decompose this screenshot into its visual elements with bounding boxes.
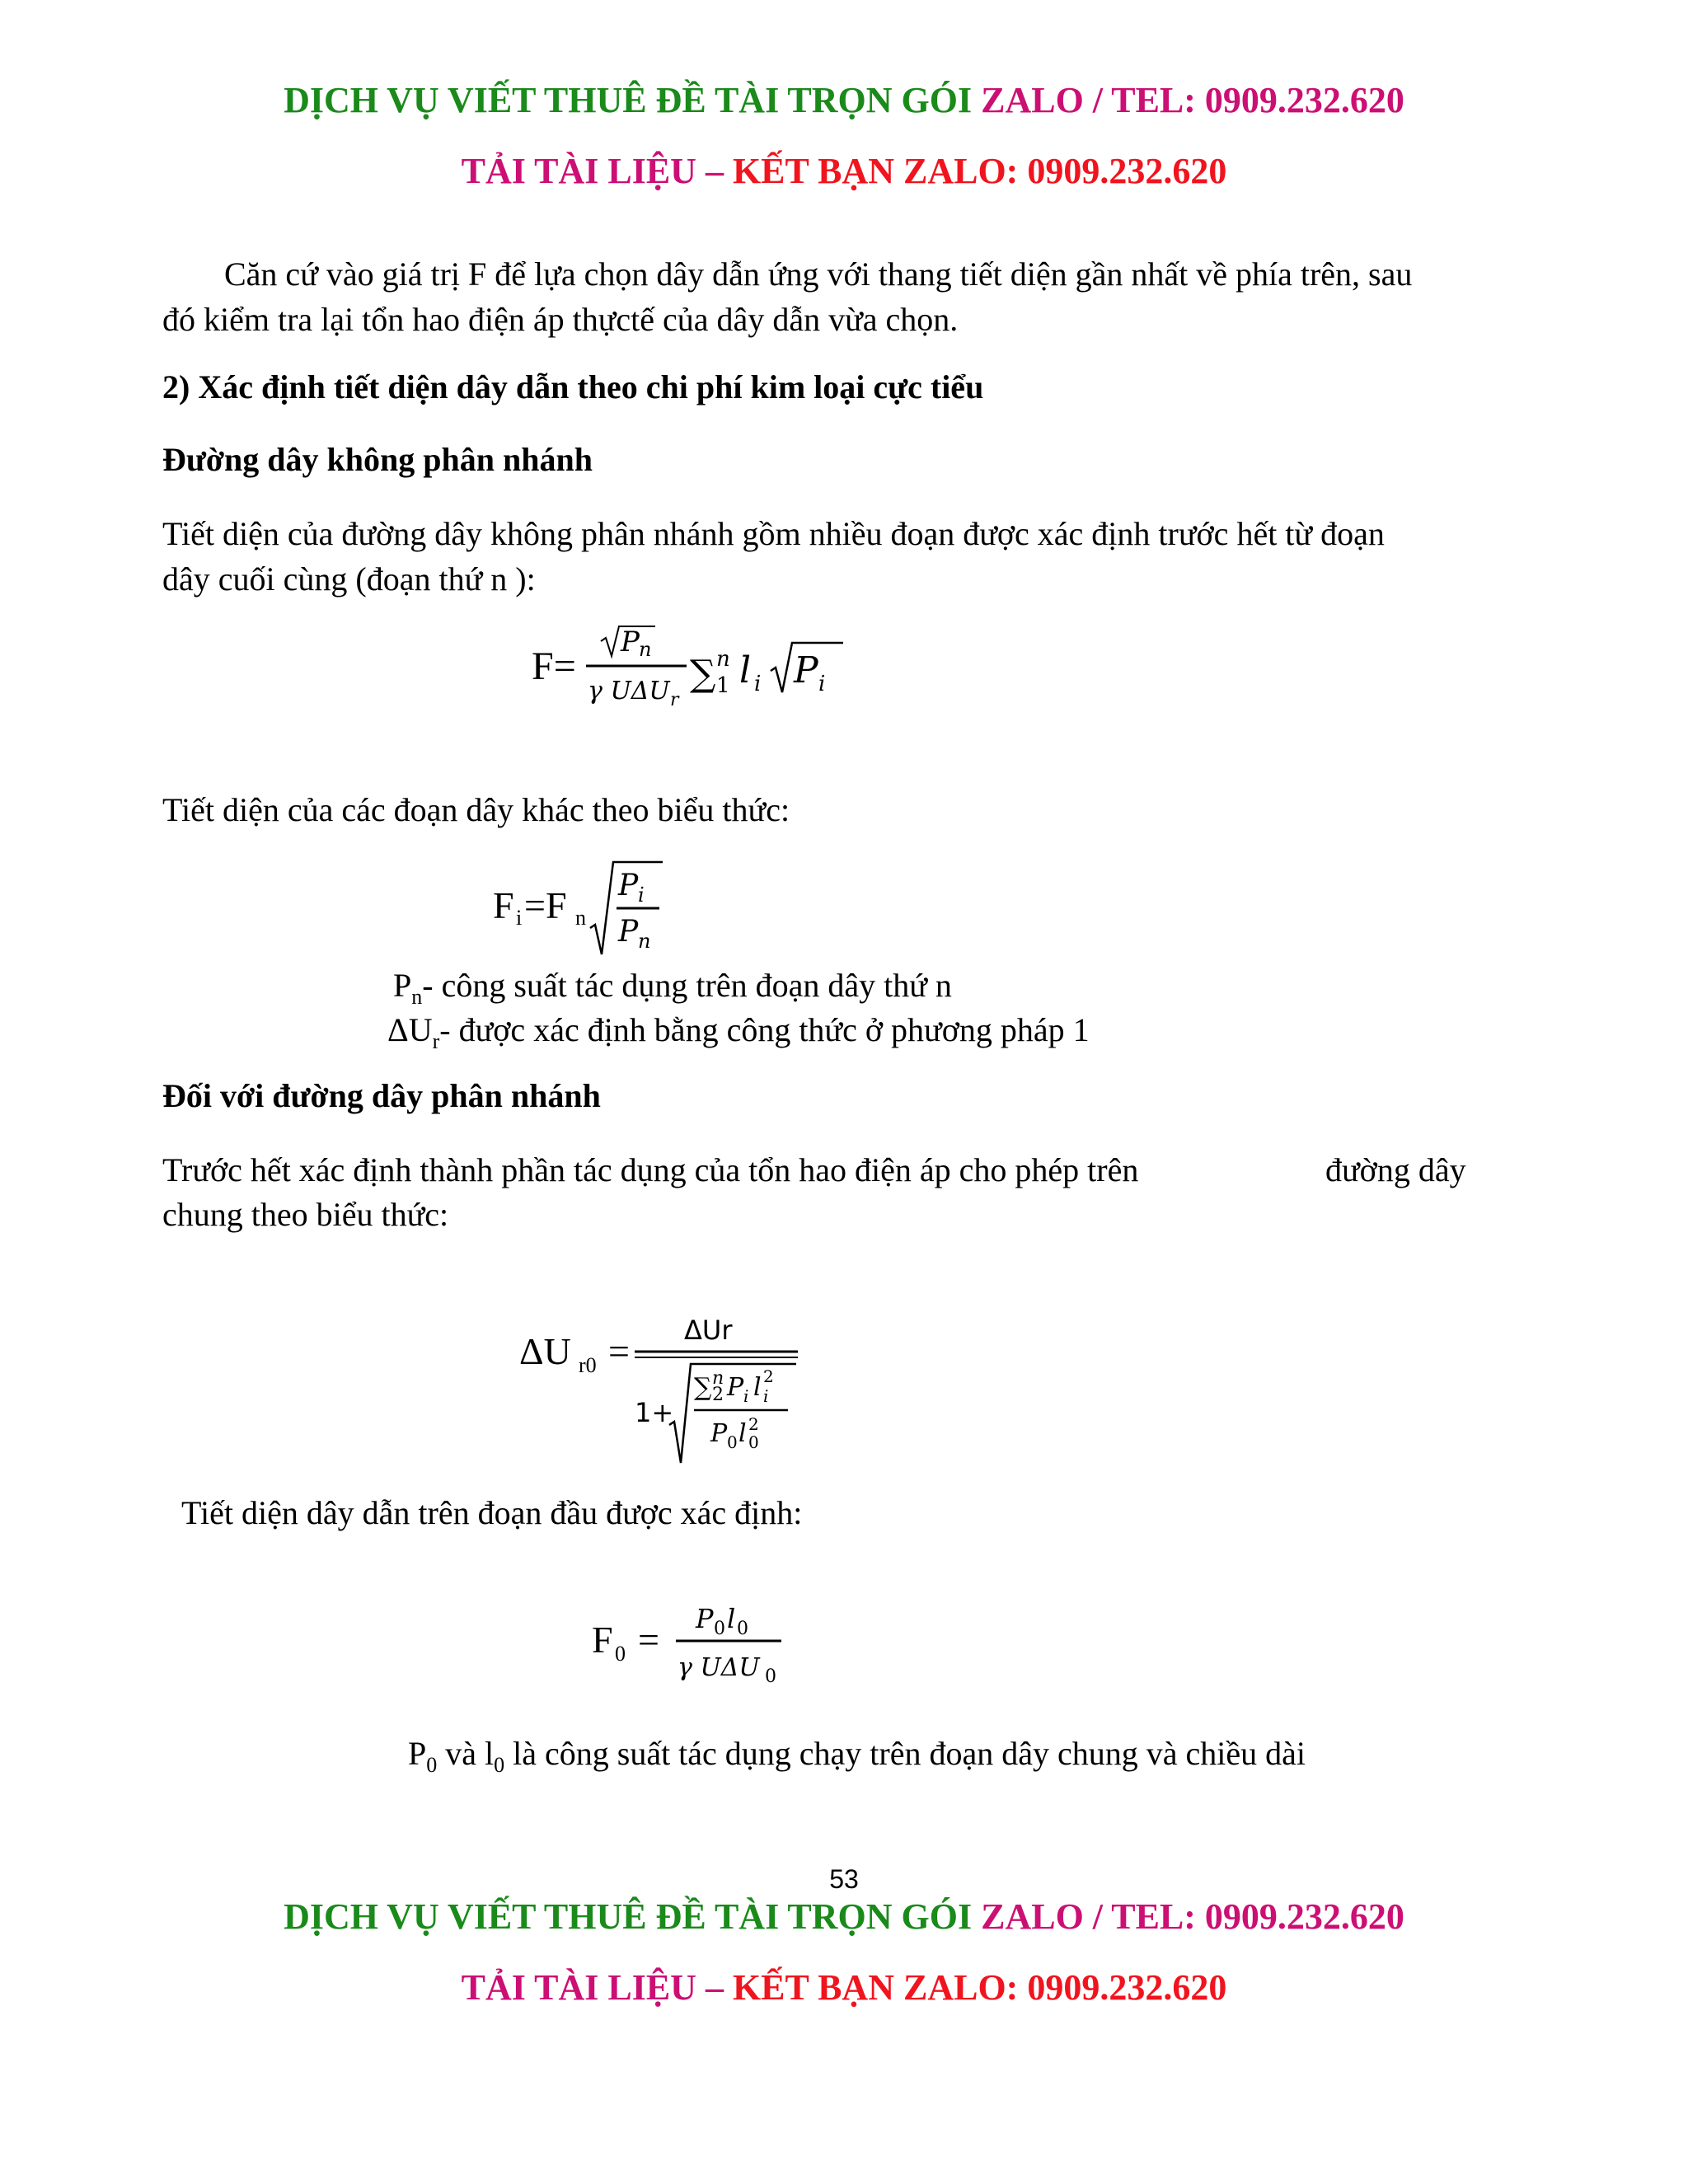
svg-text:l: l (739, 649, 752, 691)
header-download-text: TẢI TÀI LIỆU – (461, 151, 724, 191)
svg-text:F: F (592, 1619, 613, 1661)
svg-text:∑: ∑ (694, 1373, 712, 1402)
svg-text:2: 2 (763, 1366, 774, 1386)
svg-text:i: i (763, 1386, 769, 1406)
paragraph-4-line-1-tail: đường dây (1325, 1151, 1466, 1188)
svg-text:F=: F= (532, 644, 576, 688)
paragraph-5: Tiết diện dây dẫn trên đoạn đầu được xác định: (181, 1494, 803, 1531)
svg-text:ΔUr: ΔUr (684, 1315, 733, 1346)
svg-text:r: r (670, 690, 679, 710)
svg-text:n: n (575, 906, 586, 930)
paragraph-6: $P_0$ và $l_0$ là công suất tác dụng chạy trên đoạn dây chung và chiều dài (408, 1735, 1306, 1777)
svg-text:γ UΔU: γ UΔU (678, 1653, 760, 1682)
svg-text:l: l (738, 1419, 747, 1448)
note-pn: $P_n-$ công suất tác dụng trên đoạn dây thứ n (393, 967, 952, 1009)
svg-text:n: n (639, 638, 652, 661)
svg-text:n: n (712, 1368, 724, 1389)
note-delta-ur: $\Delta U_r-$ được xác định bằng công thức ở phương pháp 1 (387, 1011, 1090, 1053)
svg-text:i: i (818, 672, 826, 696)
svg-text:P: P (710, 1419, 728, 1448)
page-number: 53 (829, 1864, 859, 1894)
svg-text:=F: =F (524, 884, 567, 926)
svg-text:n: n (716, 647, 730, 672)
svg-text:F: F (493, 884, 514, 926)
paragraph-2-line-2: dây cuối cùng (đoạn thứ n ): (162, 560, 536, 598)
header-banner-line1 (0, 77, 1688, 124)
formula-f0 (592, 1595, 798, 1703)
svg-text:1+: 1+ (635, 1397, 674, 1428)
note-delta-ur-text: - được xác định bằng công thức ở phương pháp 1 (439, 1011, 1090, 1048)
svg-text:n: n (638, 930, 651, 953)
svg-text:0: 0 (737, 1619, 748, 1639)
svg-text:i: i (743, 1386, 749, 1406)
svg-text:P: P (618, 915, 639, 949)
header-zalo-text: KẾT BẠN ZALO: 0909.232.620 (732, 151, 1227, 191)
footer-zalo-text: KẾT BẠN ZALO: 0909.232.620 (732, 1967, 1227, 2008)
formula-f-svg (532, 620, 878, 723)
paragraph-1-line-2: đó kiểm tra lại tổn hao điện áp thựctế của dây dẫn vừa chọn. (162, 301, 959, 338)
svg-text:i: i (638, 883, 645, 907)
svg-text:l: l (727, 1603, 736, 1634)
svg-text:∑: ∑ (690, 653, 716, 695)
header-contact-text: ZALO / TEL: 0909.232.620 (981, 80, 1404, 120)
footer-contact-text: ZALO / TEL: 0909.232.620 (981, 1896, 1404, 1937)
subheading-unbranched-line: Đường dây không phân nhánh (162, 441, 593, 478)
svg-text:P: P (794, 649, 818, 691)
formula-f0-svg (592, 1595, 798, 1694)
footer-banner-line1 (0, 1894, 1688, 1940)
note-pn-text: - công suất tác dụng trên đoạn dây thứ n (422, 967, 952, 1004)
svg-text:P: P (696, 1603, 714, 1634)
svg-text:i: i (754, 672, 762, 696)
svg-text:=: = (608, 1330, 630, 1372)
svg-text:P: P (618, 869, 639, 902)
svg-text:1: 1 (716, 673, 730, 698)
footer-banner-line2 (0, 1965, 1688, 2011)
paragraph-2-line-1: Tiết diện của đường dây không phân nhánh gồm nhiều đoạn được xác định trước hết từ đoạn (162, 515, 1385, 552)
svg-text:0: 0 (714, 1619, 725, 1639)
formula-f-cross-section (532, 620, 878, 732)
svg-text:0: 0 (615, 1642, 626, 1666)
subheading-branched-line: Đối với đường dây phân nhánh (162, 1077, 601, 1114)
svg-text:2: 2 (712, 1385, 724, 1405)
svg-text:r0: r0 (579, 1353, 597, 1377)
svg-text:P: P (727, 1373, 744, 1402)
paragraph-6-text: là công suất tác dụng chạy trên đoạn dây chung và chiều dài (513, 1735, 1306, 1772)
formula-fi-svg (493, 857, 691, 964)
svg-text:0: 0 (727, 1432, 738, 1452)
paragraph-4-line-2: chung theo biểu thức: (162, 1196, 449, 1233)
formula-delta-ur0 (519, 1306, 832, 1484)
svg-text:=: = (638, 1619, 659, 1661)
svg-text:γ UΔU: γ UΔU (588, 677, 670, 705)
header-service-text: DỊCH VỤ VIẾT THUÊ ĐỀ TÀI TRỌN GÓI (284, 80, 973, 120)
svg-text:i: i (516, 906, 523, 930)
svg-text:0: 0 (765, 1666, 776, 1687)
paragraph-1-line-1: Căn cứ vào giá trị F để lựa chọn dây dẫn ứng với thang tiết diện gần nhất về phía trên, sau (224, 255, 1413, 293)
formula-fi (493, 857, 691, 973)
svg-text:P: P (621, 626, 640, 658)
footer-download-text: TẢI TÀI LIỆU – (461, 1967, 724, 2008)
section-heading-2: 2) Xác định tiết diện dây dẫn theo chi phí kim loại cực tiểu (162, 368, 984, 405)
svg-text:l: l (753, 1373, 762, 1402)
svg-text:0: 0 (748, 1432, 759, 1452)
footer-service-text: DỊCH VỤ VIẾT THUÊ ĐỀ TÀI TRỌN GÓI (284, 1896, 973, 1937)
formula-delta-ur0-svg (519, 1306, 832, 1475)
header-banner-line2 (0, 148, 1688, 194)
svg-text:ΔU: ΔU (519, 1330, 571, 1372)
paragraph-3: Tiết diện của các đoạn dây khác theo biểu thức: (162, 791, 790, 828)
paragraph-4-line-1-text: Trước hết xác định thành phần tác dụng của tổn hao điện áp cho phép trên (162, 1151, 1139, 1188)
svg-text:2: 2 (748, 1414, 759, 1434)
